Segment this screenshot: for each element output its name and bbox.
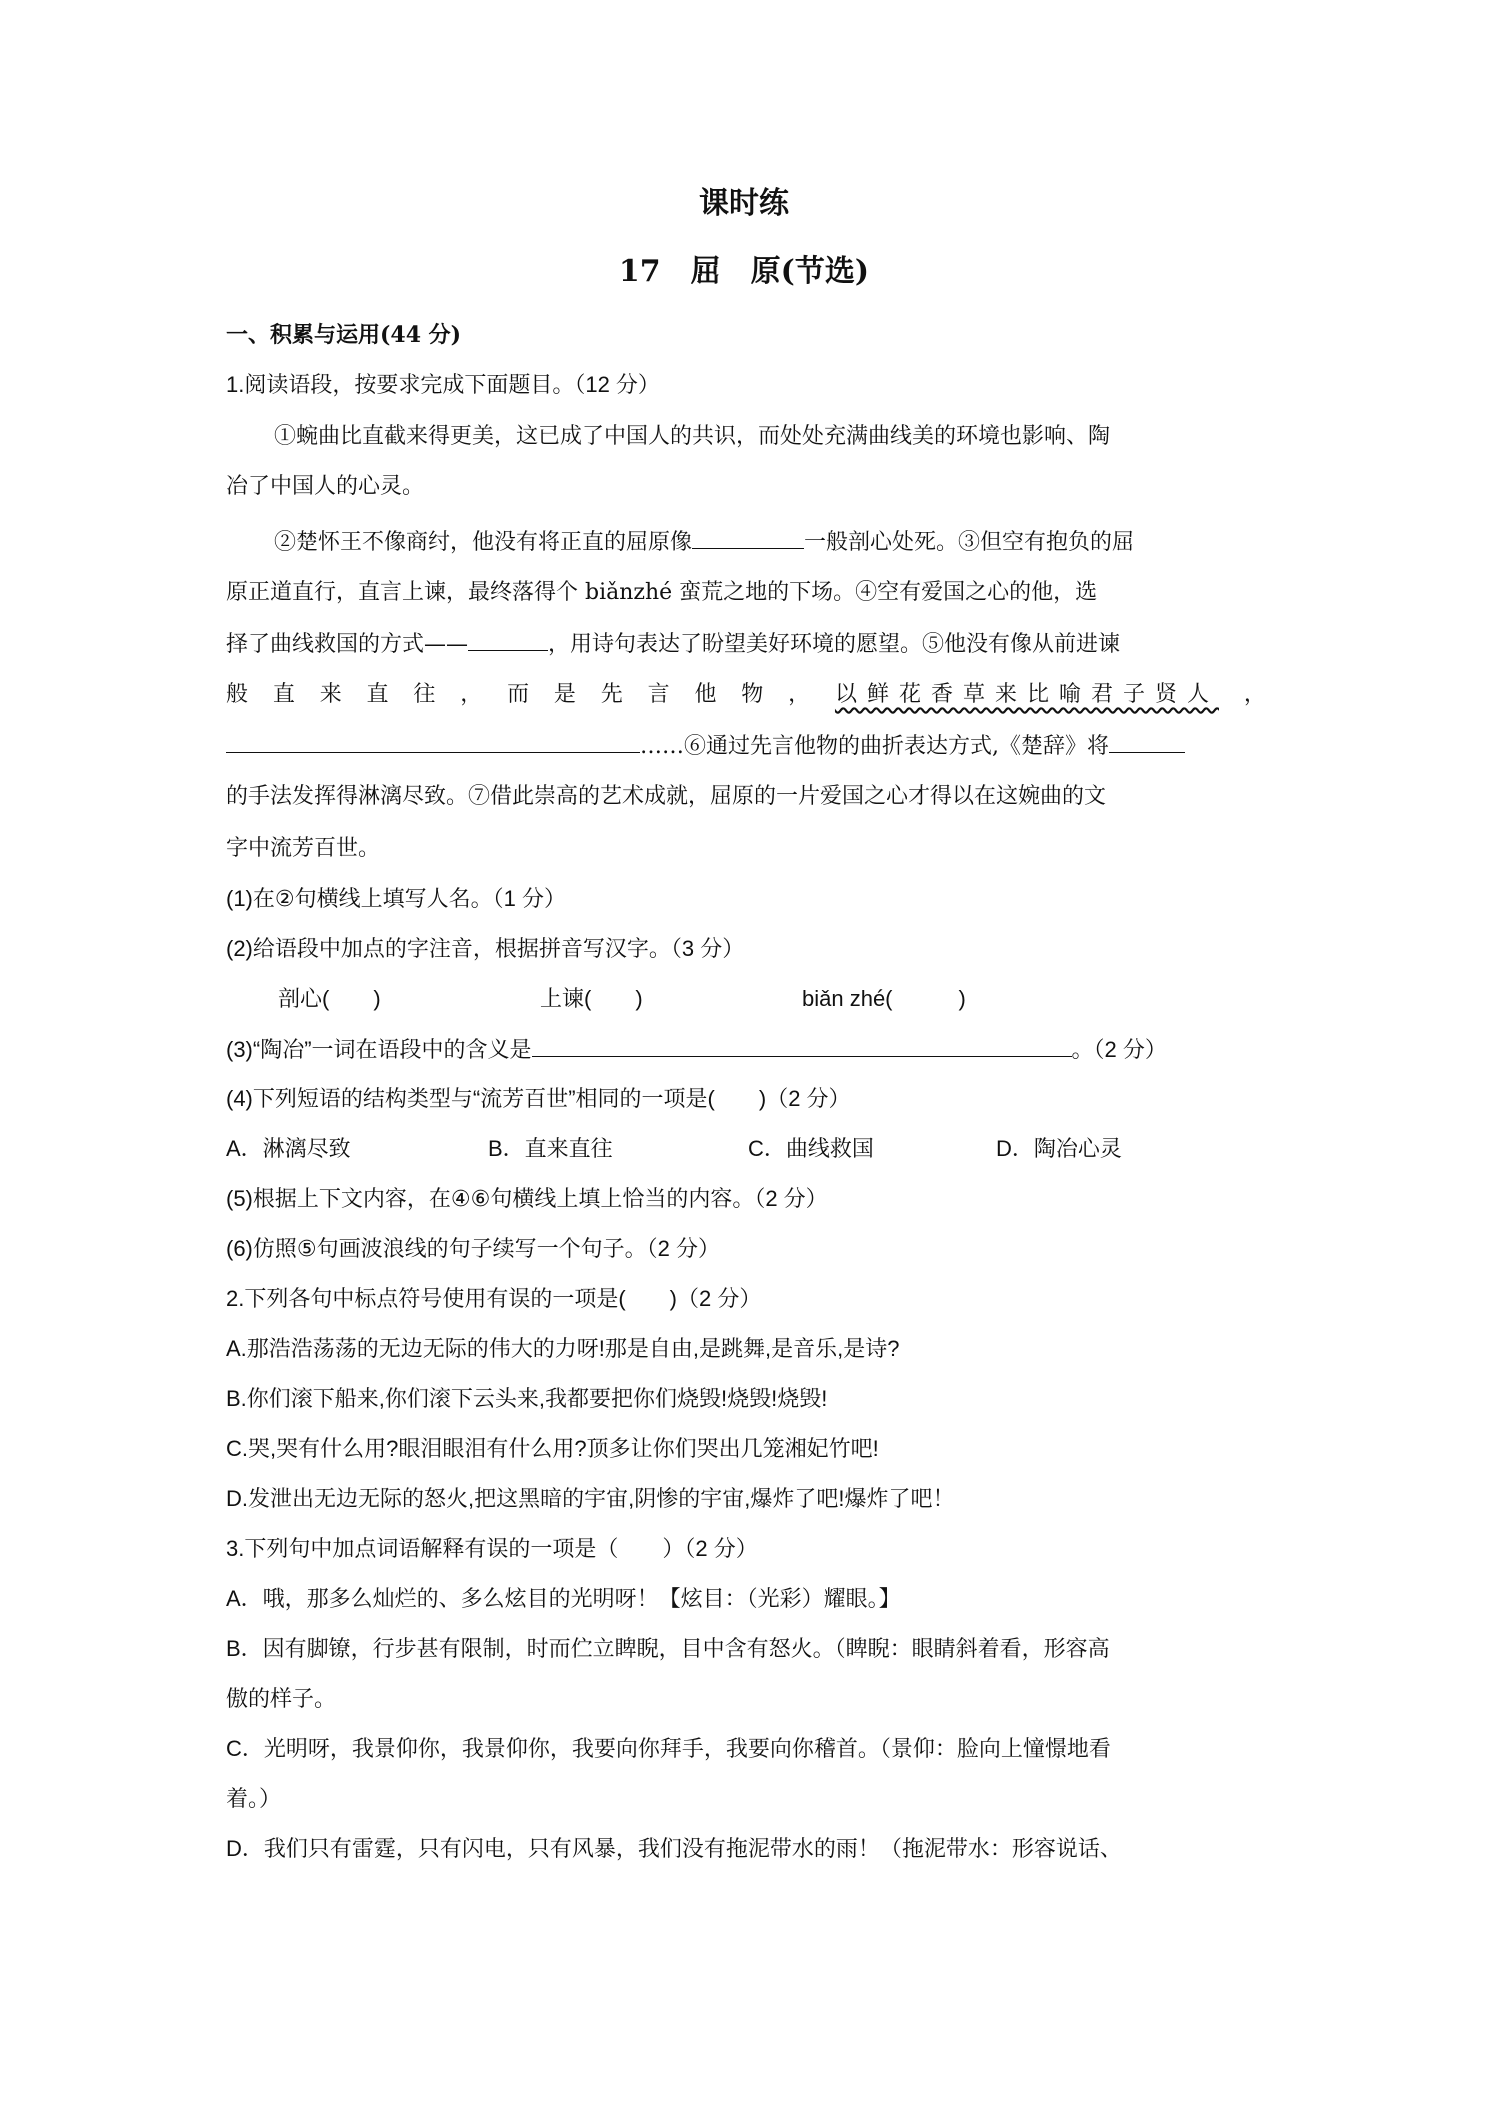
passage-char: ， [788,682,811,707]
question-2-option-d: D.发泄出无边无际的怒火,把这黑暗的宇宙,阴惨的宇宙,爆炸了吧!爆炸了吧！ [226,1486,955,1511]
question-2-option-c: C.哭,哭有什么用?眼泪眼泪有什么用?顶多让你们哭出几笼湘妃竹吧! [226,1436,879,1461]
passage-line: ①蜿曲比直截来得更美，这已成了中国人的共识，而处处充满曲线美的环境也影响、陶 [274,424,1111,449]
passage-char: 来 [319,682,342,707]
section-heading: 一、积累与运用(44 分) [226,322,462,348]
passage-char: 往 [413,682,436,707]
passage-line [226,730,1266,762]
sub-question-4: (4)下列短语的结构类型与“流芳百世”相同的一项是( )（2 分） [226,1086,851,1111]
answer-blank[interactable] [532,1034,1072,1057]
sub-question-6: (6)仿照⑤句画波浪线的句子续写一个句子。（2 分） [226,1236,720,1261]
passage-text: 择了曲线救国的方式—— [226,632,469,657]
pinyin-item: biǎn zhé( ) [802,986,966,1011]
passage-char: 般 [226,682,249,707]
passage-line: 的手法发挥得淋漓尽致。⑦借此崇高的艺术成就，屈原的一片爱国之心才得以在这婉曲的文 [226,784,1107,809]
answer-blank[interactable] [468,628,548,651]
pinyin-item: 上谏( ) [540,986,643,1011]
passage-line: 原正道直行，直言上谏，最终落得个 biǎnzhé 蛮荒之地的下场。④空有爱国之心的他，选 [226,580,1098,605]
sub-question-5: (5)根据上下文内容，在④⑥句横线上填上恰当的内容。（2 分） [226,1186,828,1211]
passage-line-justified [226,680,1266,710]
passage-line: 字中流芳百世。 [226,836,381,861]
passage-char: 是 [553,682,576,707]
passage-char: ， [460,682,483,707]
passage-char: 直 [272,682,295,707]
passage-line: 冶了中国人的心灵。 [226,474,425,499]
question-2-option-a: A.那浩浩荡荡的无边无际的伟大的力呀!那是自由,是跳舞,是音乐,是诗? [226,1336,900,1361]
question-3-stem: 3.下列句中加点词语解释有误的一项是（ ）（2 分） [226,1536,758,1561]
passage-char: ， [1243,682,1266,707]
passage-char: 物 [741,682,764,707]
question-3-option-b-cont: 傲的样子。 [226,1686,337,1711]
passage-text: ②楚怀王不像商纣，他没有将正直的屈原像 [274,530,693,555]
page-title: 课时练 [699,186,789,221]
answer-blank[interactable] [1109,730,1185,753]
question-3-option-a: A．哦，那多么灿烂的、多么炫目的光明呀！【炫目：（光彩）耀眼。】 [226,1586,901,1611]
option-c: C．曲线救国 [748,1136,874,1161]
question-3-option-c-cont: 着。） [226,1786,282,1811]
question-3-option-d: D．我们只有雷霆，只有闪电，只有风暴，我们没有拖泥带水的雨！（拖泥带水：形容说话、 [226,1836,1122,1861]
passage-char: 他 [694,682,717,707]
pinyin-item: 剖心( ) [278,986,381,1011]
sub-question-2: (2)给语段中加点的字注音，根据拼音写汉字。（3 分） [226,936,745,961]
passage-line [226,628,1266,660]
passage-char: 直 [366,682,389,707]
question-2-option-b: B.你们滚下船来,你们滚下云头来,我都要把你们烧毁!烧毁!烧毁! [226,1386,828,1411]
sub-question-3 [226,1034,1266,1065]
answer-blank[interactable] [692,526,804,549]
question-3-option-c: C．光明呀，我景仰你，我景仰你，我要向你拜手，我要向你稽首。（景仰：脸向上憧憬地看 [226,1736,1111,1761]
passage-char: 先 [600,682,623,707]
passage-char: 言 [647,682,670,707]
passage-line [274,526,1314,558]
wavy-underlined-sentence: 以鲜花香草来比喻君子贤人 [834,682,1219,707]
passage-text: ，用诗句表达了盼望美好环境的愿望。⑤他没有像从前进谏 [548,632,1121,657]
sub-question-3-text: (3)“陶冶”一词在语段中的含义是 [226,1037,532,1062]
answer-blank[interactable] [226,730,640,753]
passage-text: 一般剖心处死。③但空有抱负的屈 [804,530,1135,555]
question-3-option-b: B．因有脚镣，行步甚有限制，时而伫立睥睨，目中含有怒火。（睥睨：眼睛斜着看，形容高 [226,1636,1110,1661]
sub-question-3-score: 。（2 分） [1071,1037,1167,1062]
passage-text: ……⑥通过先言他物的曲折表达方式,《楚辞》将 [640,734,1109,759]
option-b: B．直来直往 [488,1136,613,1161]
passage-char: 而 [507,682,530,707]
question-1-stem: 1.阅读语段，按要求完成下面题目。（12 分） [226,372,660,397]
lesson-title: 17 屈 原(节选) [618,254,870,289]
option-a: A．淋漓尽致 [226,1136,351,1161]
option-d: D．陶冶心灵 [996,1136,1122,1161]
question-2-stem: 2.下列各句中标点符号使用有误的一项是( )（2 分） [226,1286,762,1311]
sub-question-1: (1)在②句横线上填写人名。（1 分） [226,886,566,911]
